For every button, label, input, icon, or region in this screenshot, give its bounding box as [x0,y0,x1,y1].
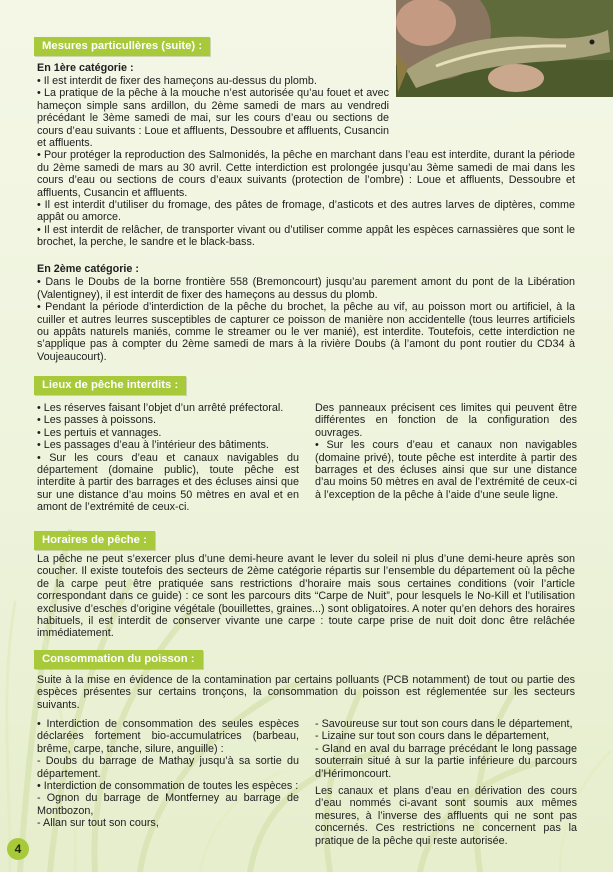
consommation-item: • Interdiction de consommation de toutes les espèces : [37,780,299,793]
lieux-item: • Les réserves faisant l’objet d’un arrêté préfectoral. [37,402,284,414]
consommation-right-column [315,718,577,847]
cat2-item: • Pendant la période d’interdiction de la pêche du brochet, la pêche au vif, au poisson mort ou artificiel, à la cuiller et autres leurres susceptibles de capturer ce poisson de manière non accidentelle (tous leurres artificiels ou appâts naturels maniés, comme le streamer ou le ver manié), est interdite. Toutefois, cette interdiction ne s’applique pas à compter du 2ème samedi de mars à la rivière Doubs (à l’amont du pont routier du CD34 à Voujeaucourt). [37,301,575,363]
lieux-right-column [315,402,577,501]
page-number: 4 [7,838,29,860]
consommation-item: - Lizaine sur tout son cours dans le département, [315,730,550,743]
cat1-item: • Il est interdit de relâcher, de transporter vivant ou d’utiliser comme appât les espèces carnassières que sont le brochet, la perche, le sandre et le black-bass. [37,223,575,249]
section-header-mesures: Mesures particullères (suite) : [34,37,210,56]
consommation-intro: Suite à la mise en évidence de la contamination par certains polluants (PCB notamment) de tout ou partie des espèces présentes sur certains tronçons, la consommation du poisson est réglementée sur les secteurs suivants. [37,674,575,711]
mesures-cat1-lead [37,62,387,75]
lieux-item: Des panneaux précisent ces limites qui peuvent être différentes en fonction de la configuration des ouvrages. [315,402,577,439]
consommation-item: - Ognon du barrage de Montferney au barrage de Montbozon, [37,792,299,817]
cat1-item: • Il est interdit de fixer des hameçons au-dessus du plomb. [37,75,317,87]
consommation-item: • Interdiction de consommation des seules espèces déclarées fortement bio-accumulatrices (barbeau, brême, carpe, tanche, silure, anguille) : [37,718,299,755]
consommation-item: - Doubs du barrage de Mathay jusqu’à sa sortie du département. [37,755,299,780]
consommation-intro-block [37,674,575,711]
cat1-item: • Il est interdit d’utiliser du fromage, des pâtes de fromage, d’asticots et des autres larves de diptères, comme appât ou amorce. [37,199,575,224]
consommation-note: Les canaux et plans d’eau en dérivation des cours d’eau nommés ci-avant sont soumis aux mêmes mesures, à l’inverse des affluents qui ne sont pas concernés. Ces restrictions ne concernent pas la pratique de la pêche qui reste autorisée. [315,785,577,847]
consommation-item: - Gland en aval du barrage précédant le long passage souterrain situé à sur la partie inférieure du parcours d’Hérimoncourt. [315,742,577,780]
cat1-title: En 1ère catégorie : [37,62,134,74]
mesures-cat1-list [37,75,575,249]
horaires-text-block [37,553,575,640]
section-header-horaires: Horaires de pêche : [34,531,155,550]
cat1-item: • La pratique de la pêche à la mouche n’est autorisée qu’au fouet et avec hameçon simple sans ardillon, du 2ème samedi de mars au vendredi précédant le 3ème samedi de mai, sur les cours d’eau ou sections de cours d’eau suivants : Loue et affluents, Dessoubre et affluents, Cusancin et affluents. [37,87,389,150]
consommation-item: - Savoureuse sur tout son cours dans le département, [315,718,573,730]
lieux-item: • Les pertuis et vannages. [37,426,162,439]
consommation-item: - Allan sur tout son cours, [37,817,159,830]
cat2-title: En 2ème catégorie : [37,263,140,275]
lieux-item: • Les passes à poissons. [37,414,157,427]
section-header-lieux: Lieux de pêche interdits : [34,376,186,395]
lieux-item: • Sur les cours d’eau et canaux navigables du département (domaine public), toute pêche est interdite à partir des barrages et des écluses ainsi que sur une distance d’au moins 50 mètres en aval et en amont de l’extrémité de ceux-ci. [37,451,299,514]
cat1-item: • Pour protéger la reproduction des Salmonidés, la pêche en marchant dans l’eau est interdite, durant la période du 2ème samedi de mars au 30 avril. Cette interdiction est prolongée jusqu’au 3ème samedi de mai dans les cours d’eau ou sections de cours d’eaux suivants (protection de l’ombre) : Loue et affluents, Dessoubre et affluents, Cusancin et affluents. [37,149,575,199]
lieux-item: • Sur les cours d’eau et canaux non navigables (domaine privé), toute pêche est interdite à partir des barrages et des écluses ainsi que sur une distance d’au moins 50 mètres en aval de l’extrémité de ceux-ci à l’exception de la pêche à l’aide d’une seule ligne. [315,439,577,501]
lieux-item: • Les passages d’eau à l’intérieur des bâtiments. [37,439,269,452]
section-header-consommation: Consommation du poisson : [34,650,203,669]
cat2-item: • Dans le Doubs de la borne frontière 558 (Bremoncourt) jusqu’au parement amont du pont de la Libération (Valentigney), il est interdit de fixer des hameçons au dessus du plomb. [37,276,575,301]
lieux-left-column [37,402,299,514]
horaires-text: La pêche ne peut s’exercer plus d’une demi-heure avant le lever du soleil ni plus d’une demi-heure après son coucher. Il existe toutefois des secteurs de 2ème catégorie répartis sur l’ensemble du département où la pêche de la carpe peut être pratiquée sans restrictions d’horaire mais sous certaines conditions (voir l’article correspondant dans ce guide) : ce sont les parcours dits “Carpe de Nuit”, pour lesquels le No-Kill et l’utilisation exclusive d’esches d’origine végétale (bouillettes, graines...) sont obligatoires. A noter qu’en dehors des horaires habituels, il est interdit de conserver vivante une carpe : toute carpe prise de nuit doit donc être relâchée immédiatement. [37,553,575,640]
mesures-cat2-list [37,263,575,363]
consommation-left-column [37,718,299,830]
